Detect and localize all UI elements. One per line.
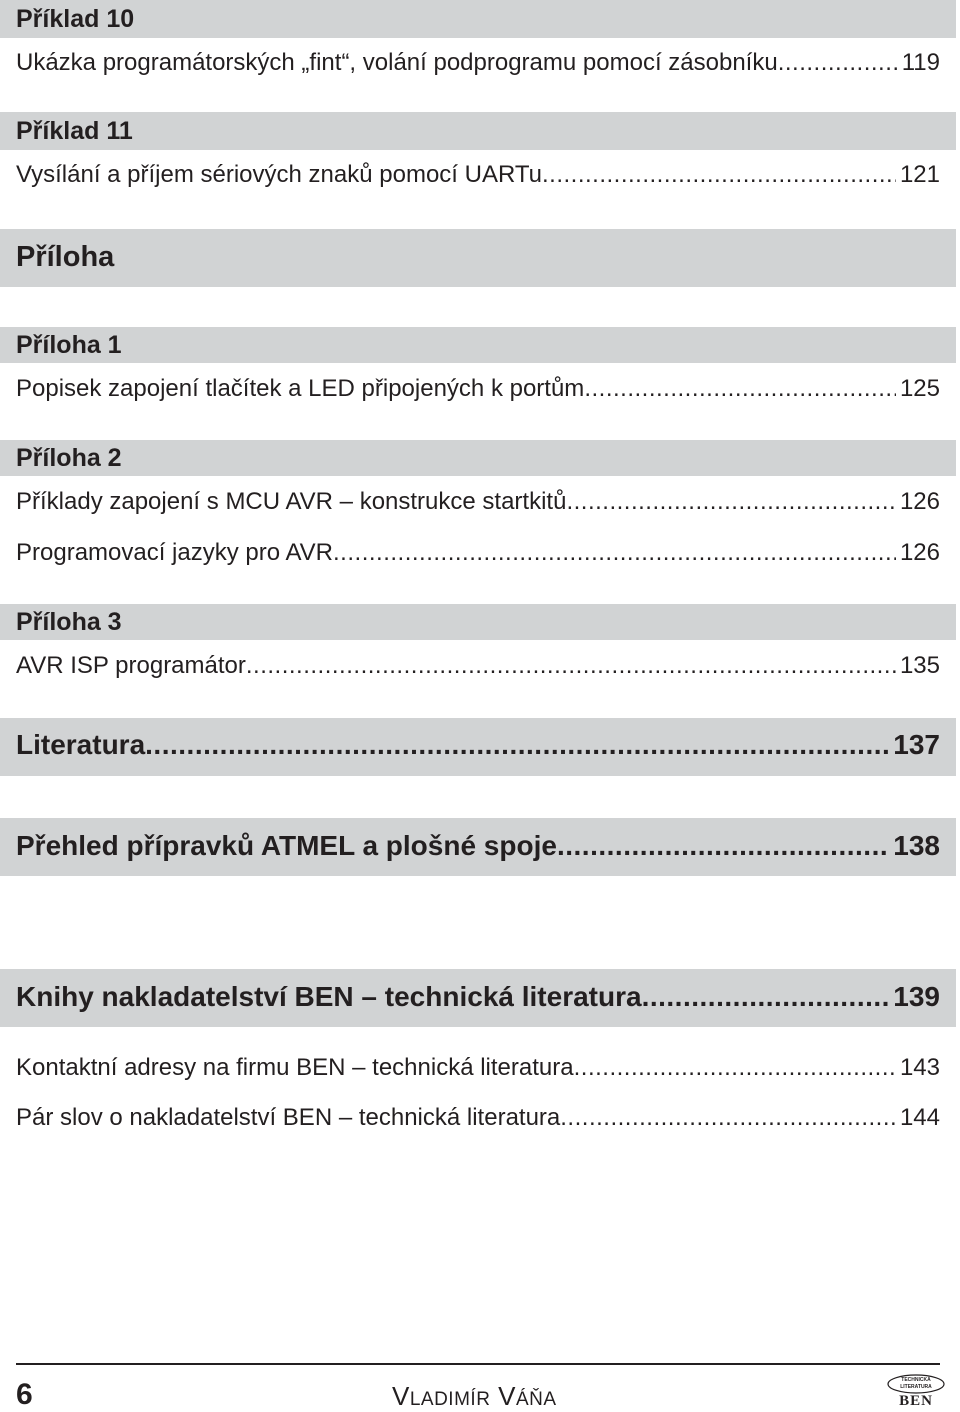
section-heading-band — [0, 440, 956, 476]
toc-entry-title: Pár slov o nakladatelství BEN – technická literatura — [16, 1104, 561, 1131]
toc-entry-title: Programovací jazyky pro AVR — [16, 539, 334, 566]
toc-entry[interactable] — [16, 161, 940, 189]
section-heading: Příklad 10 — [16, 5, 135, 33]
chapter-heading-band — [0, 229, 956, 287]
toc-entry-title: Kontaktní adresy na firmu BEN – technická literatura — [16, 1054, 574, 1081]
toc-entry[interactable] — [16, 375, 940, 403]
author-last-initial: V — [498, 1381, 516, 1411]
leader-dots — [642, 981, 890, 1013]
section-heading: Příloha 1 — [16, 331, 122, 359]
leader-dots — [557, 830, 889, 862]
logo-middle-text: LITERATURA — [900, 1384, 932, 1390]
logo-brand-text: BEN — [899, 1393, 933, 1408]
section-heading: Příloha 3 — [16, 608, 122, 636]
chapter-entry-page: 139 — [893, 981, 940, 1012]
toc-entry-page: 125 — [899, 375, 940, 402]
leader-dots — [584, 375, 896, 403]
section-heading: Příloha 2 — [16, 444, 122, 472]
chapter-entry-page: 137 — [893, 729, 940, 760]
toc-entry-page: 135 — [899, 652, 940, 679]
section-heading: Příklad 11 — [16, 117, 133, 145]
chapter-entry[interactable] — [16, 729, 940, 761]
toc-entry[interactable] — [16, 1104, 940, 1132]
chapter-entry-page: 138 — [893, 830, 940, 861]
toc-entry-page: 126 — [899, 488, 940, 515]
toc-entry-title: Příklady zapojení s MCU AVR – konstrukce startkitů — [16, 488, 567, 515]
leader-dots — [560, 1104, 896, 1132]
section-heading-band — [0, 112, 956, 150]
toc-entry-title: Popisek zapojení tlačítek a LED připojených k portům — [16, 375, 585, 402]
leader-dots — [778, 49, 898, 77]
chapter-entry[interactable] — [16, 830, 940, 862]
leader-dots — [246, 652, 896, 680]
footer-rule — [16, 1363, 940, 1365]
footer-page-number: 6 — [16, 1378, 33, 1411]
author-first-rest: LADIMÍR — [409, 1389, 491, 1410]
chapter-heading: Příloha — [16, 241, 115, 273]
leader-dots — [145, 729, 889, 761]
toc-entry[interactable] — [16, 539, 940, 567]
logo-top-text: TECHNICKÁ — [901, 1377, 931, 1383]
toc-entry[interactable] — [16, 488, 940, 516]
chapter-entry[interactable] — [16, 981, 940, 1013]
ben-logo-icon — [884, 1372, 948, 1408]
footer-author — [392, 1381, 557, 1412]
section-heading-band — [0, 604, 956, 640]
leader-dots — [574, 1054, 896, 1082]
author-last-rest: ÁŇA — [516, 1389, 557, 1410]
leader-dots — [542, 161, 896, 189]
section-heading-band — [0, 327, 956, 363]
toc-entry-page: 119 — [901, 49, 940, 76]
toc-entry-title: Ukázka programátorských „fint“, volání podprogramu pomocí zásobníku — [16, 49, 778, 76]
chapter-entry-title: Knihy nakladatelství BEN – technická literatura — [16, 981, 642, 1012]
toc-entry-page: 144 — [899, 1104, 940, 1131]
leader-dots — [566, 488, 896, 516]
chapter-entry-title: Literatura — [16, 729, 146, 760]
toc-entry-page: 126 — [899, 539, 940, 566]
toc-entry[interactable] — [16, 1054, 940, 1082]
toc-entry-page: 121 — [899, 161, 940, 188]
toc-entry[interactable] — [16, 652, 940, 680]
toc-entry-page: 143 — [899, 1054, 940, 1081]
toc-entry-title: Vysílání a příjem sériových znaků pomocí UARTu — [16, 161, 542, 188]
author-first-initial: V — [392, 1381, 410, 1411]
chapter-entry-title: Přehled přípravků ATMEL a plošné spoje — [16, 830, 557, 861]
toc-entry-title: AVR ISP programátor — [16, 652, 246, 679]
section-heading-band — [0, 0, 956, 38]
leader-dots — [333, 539, 896, 567]
toc-entry[interactable] — [16, 49, 940, 77]
